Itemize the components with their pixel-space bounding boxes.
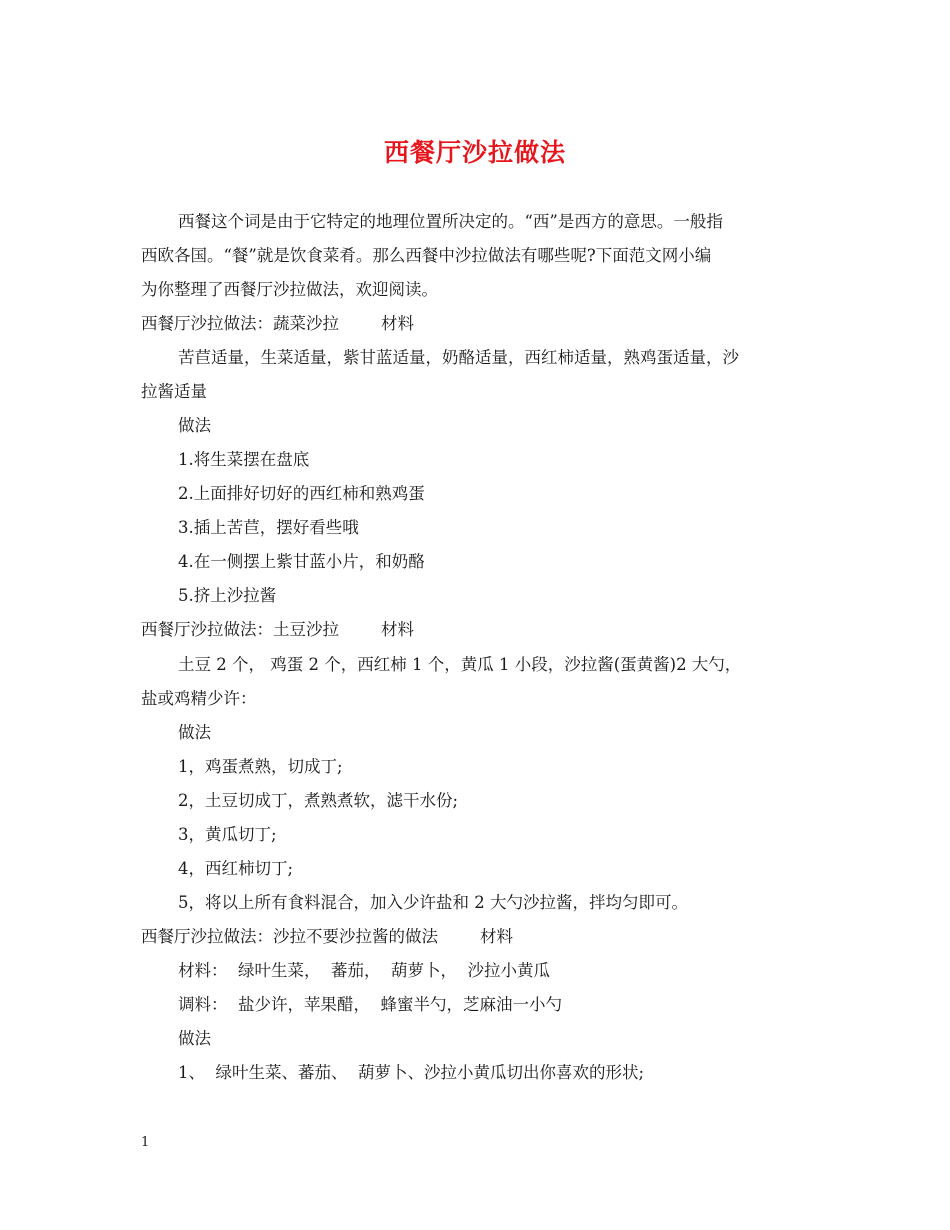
section-heading-vegetable-salad: 西餐厅沙拉做法：蔬菜沙拉 材料 [141,314,414,333]
step-line: 1、 绿叶生菜、蕃茄、 葫萝卜、沙拉小黄瓜切出你喜欢的形状; [178,1063,645,1082]
ingredients-line-1: 苦苣适量，生菜适量，紫甘蓝适量，奶酪适量，西红柿适量，熟鸡蛋适量，沙 [178,348,739,367]
ingredients-line-1: 土豆 2 个， 鸡蛋 2 个，西红柿 1 个，黄瓜 1 小段，沙拉酱(蛋黄酱)2 大勺， [178,655,742,674]
step-line: 4.在一侧摆上紫甘蓝小片，和奶酪 [178,552,425,571]
method-heading: 做法 [178,416,211,435]
step-line: 5.挤上沙拉酱 [178,586,277,605]
step-line: 1.将生菜摆在盘底 [178,450,310,469]
ingredients-line-2: 拉酱适量 [141,382,207,401]
ingredients-line: 材料： 绿叶生菜， 蕃茄， 葫萝卜， 沙拉小黄瓜 [178,961,550,980]
step-line: 2，土豆切成丁，煮熟煮软，滤干水份; [178,791,459,810]
page-number: 1 [141,1135,150,1150]
intro-line-1: 西餐这个词是由于它特定的地理位置所决定的。“西”是西方的意思。一般指 [178,212,723,231]
method-heading: 做法 [178,723,211,742]
seasoning-line: 调料： 盐少许，苹果醋， 蜂蜜半勺，芝麻油一小勺 [178,995,562,1014]
ingredients-line-2: 盐或鸡精少许： [141,689,257,708]
step-line: 3.插上苦苣，摆好看些哦 [178,518,359,537]
step-line: 2.上面排好切好的西红柿和熟鸡蛋 [178,484,425,503]
step-line: 4，西红柿切丁; [178,859,294,878]
section-heading-potato-salad: 西餐厅沙拉做法：土豆沙拉 材料 [141,620,414,639]
intro-line-3: 为你整理了西餐厅沙拉做法，欢迎阅读。 [141,280,438,299]
section-heading-no-dressing-salad: 西餐厅沙拉做法：沙拉不要沙拉酱的做法 材料 [141,927,513,946]
step-line: 3，黄瓜切丁; [178,825,277,844]
intro-line-2: 西欧各国。“餐”就是饮食菜肴。那么西餐中沙拉做法有哪些呢?下面范文网小编 [141,246,712,265]
page-title: 西餐厅沙拉做法 [383,138,566,167]
step-line: 1，鸡蛋煮熟，切成丁; [178,757,343,776]
method-heading: 做法 [178,1029,211,1048]
step-line: 5，将以上所有食料混合，加入少许盐和 2 大勺沙拉酱，拌均匀即可。 [178,893,688,912]
